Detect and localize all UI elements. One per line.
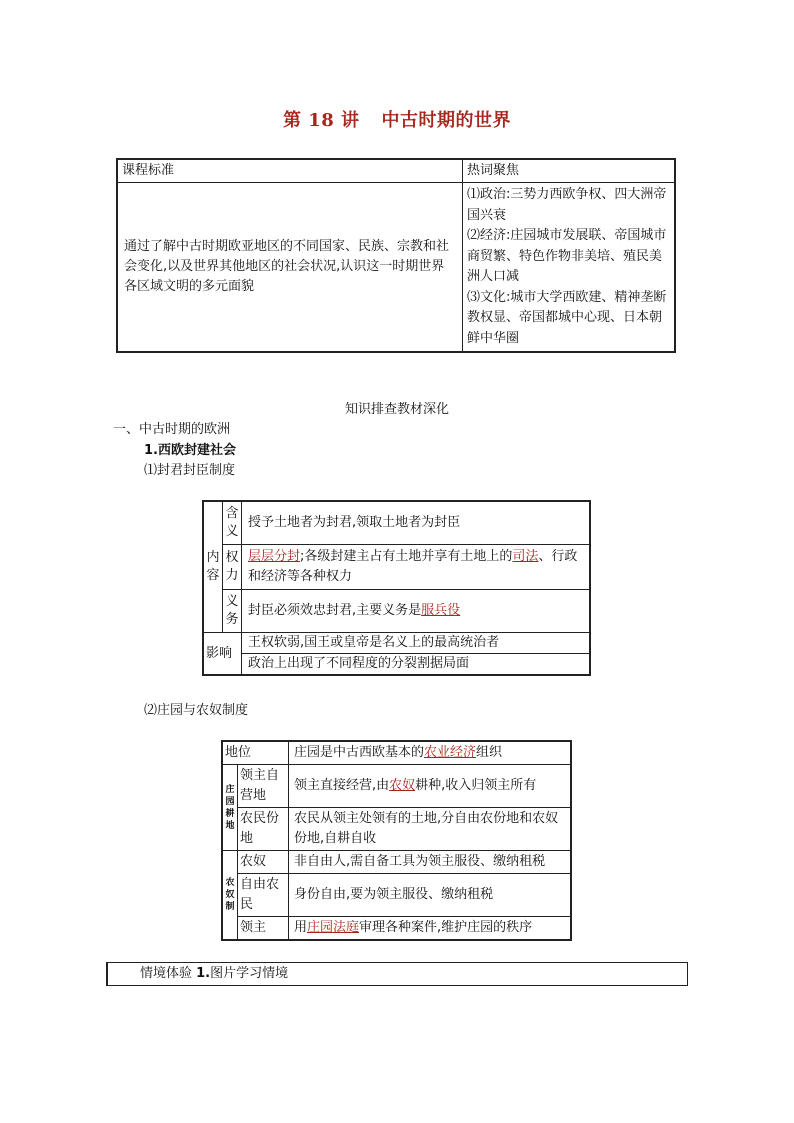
underline-military-service: 服兵役 <box>421 603 461 618</box>
page-title <box>0 106 794 132</box>
serf-text-lord: 用庄园法庭审理各种案件,维护庄园的秩序 <box>289 917 572 941</box>
serf-label-serf: 农奴 <box>238 851 289 874</box>
land-label-demesne: 领主自营地 <box>238 765 289 808</box>
impact-2: 政治上出现了不同程度的分裂割据局面 <box>242 654 591 676</box>
land-group-label: 庄园耕地 <box>222 765 238 851</box>
hotwords-cell <box>463 183 676 353</box>
underline-agri-economy: 农业经济 <box>424 745 477 760</box>
underline-manor-court: 庄园法庭 <box>307 920 360 935</box>
hotword-culture: ⑶文化:城市大学西欧建、精神垄断教权显、帝国都城中心现、日本朝鲜中华圈 <box>467 289 667 346</box>
feudal-table <box>202 500 591 676</box>
serf-group-label: 农奴制 <box>222 851 238 941</box>
subsection-heading: 1.西欧封建社会 <box>144 443 236 458</box>
lecture-topic: 中古时期的世界 <box>381 110 512 131</box>
serf-text-free: 身份自由,要为领主服役、缴纳租税 <box>289 874 572 917</box>
standards-table <box>116 158 676 353</box>
part-heading: 一、中古时期的欧洲 <box>113 422 231 437</box>
duty-text: 封臣必须效忠封君,主要义务是服兵役 <box>242 590 591 633</box>
row-label-power: 权力 <box>223 545 242 590</box>
land-text-demesne: 领主直接经营,由农奴耕种,收入归领主所有 <box>289 765 572 808</box>
status-text: 庄园是中古西欧基本的农业经济组织 <box>289 741 572 765</box>
underline-justice: 司法 <box>512 549 539 564</box>
standards-header: 课程标准 <box>117 159 463 183</box>
status-label: 地位 <box>222 741 289 765</box>
section-heading: 知识排查教材深化 <box>344 402 449 417</box>
underline-subinfeudation: 层层分封 <box>248 549 301 564</box>
hotwords-header: 热词聚焦 <box>463 159 676 183</box>
row-label-meaning: 含义 <box>223 501 242 545</box>
land-label-peasant: 农民份地 <box>238 808 289 851</box>
impact-1: 王权软弱,国王或皇帝是名义上的最高统治者 <box>242 633 591 654</box>
power-text: 层层分封;各级封建主占有土地并享有土地上的司法、行政和经济等各种权力 <box>242 545 591 590</box>
hotword-economy: ⑵经济:庄园城市发展联、帝国城市商贸繁、特色作物非美培、殖民美洲人口减 <box>467 228 667 284</box>
hotword-politics: ⑴政治:三势力西欧争权、四大洲帝国兴衰 <box>467 187 667 223</box>
item-heading-feudal: ⑴封君封臣制度 <box>144 463 236 478</box>
impact-label: 影响 <box>203 633 242 676</box>
content-label: 内容 <box>203 501 223 633</box>
row-label-duty: 义务 <box>223 590 242 633</box>
lecture-number: 第 18 讲 <box>282 110 360 131</box>
item-heading-manor: ⑵庄园与农奴制度 <box>144 703 249 718</box>
underline-serf: 农奴 <box>389 778 416 793</box>
land-text-peasant: 农民从领主处领有的土地,分自由农份地和农奴份地,自耕自收 <box>289 808 572 851</box>
meaning-text: 授予土地者为封君,领取土地者为封臣 <box>242 501 591 545</box>
standard-text: 通过了解中古时期欧亚地区的不同国家、民族、宗教和社会变化,以及世界其他地区的社会状况,认识这一时期世界各区域文明的多元面貌 <box>117 183 463 353</box>
serf-label-free: 自由农民 <box>238 874 289 917</box>
situation-bar: 情境体验 1.图片学习情境 <box>106 962 688 986</box>
manor-table <box>221 740 572 941</box>
serf-label-lord: 领主 <box>238 917 289 941</box>
serf-text-serf: 非自由人,需自备工具为领主服役、缴纳租税 <box>289 851 572 874</box>
